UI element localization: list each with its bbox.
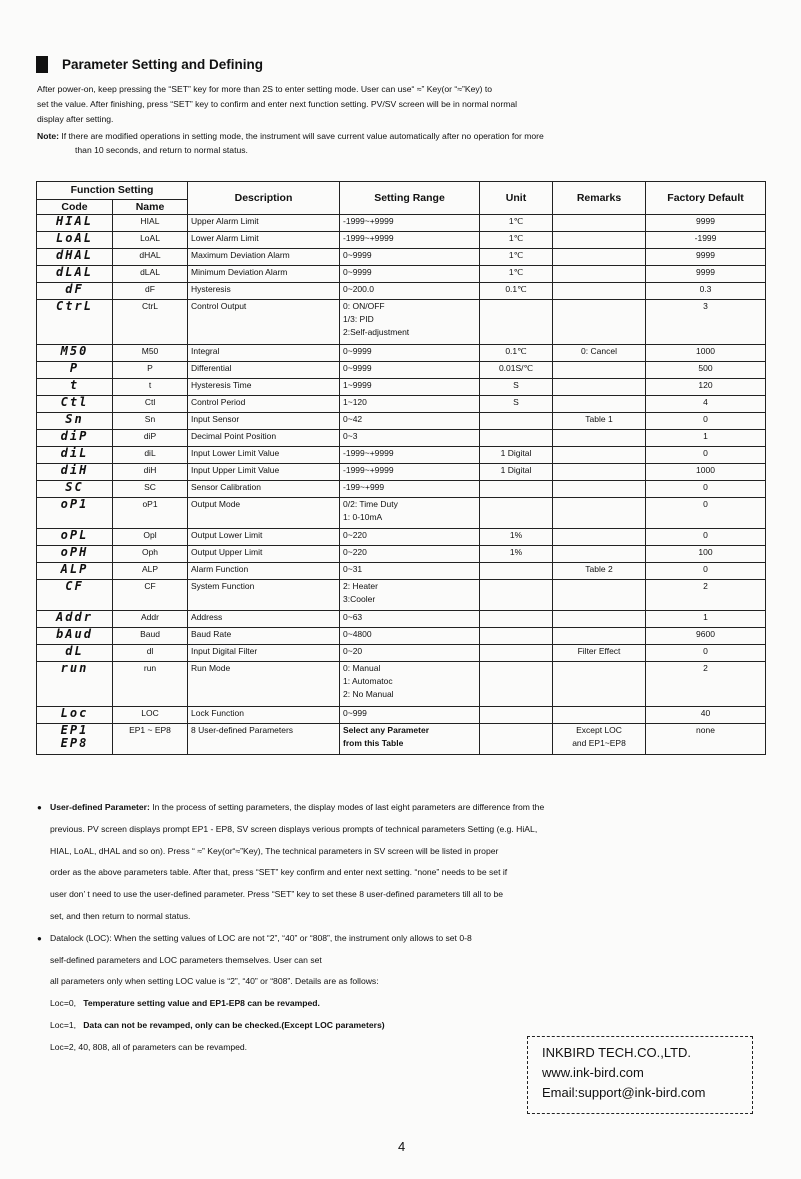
name-cell: Oph bbox=[113, 546, 188, 563]
unit-cell bbox=[480, 645, 553, 662]
code-cell: bAud bbox=[37, 628, 113, 645]
default-cell: 9600 bbox=[646, 628, 766, 645]
code-cell: dLAL bbox=[37, 266, 113, 283]
remarks-header: Remarks bbox=[553, 182, 646, 215]
name-cell: Addr bbox=[113, 611, 188, 628]
table-row bbox=[37, 345, 766, 362]
default-cell: 100 bbox=[646, 546, 766, 563]
table-row bbox=[37, 481, 766, 498]
code-cell: Loc bbox=[37, 707, 113, 724]
default-cell: 0 bbox=[646, 498, 766, 529]
table-row bbox=[37, 249, 766, 266]
remarks-cell: Filter Effect bbox=[553, 645, 646, 662]
table-row bbox=[37, 580, 766, 611]
name-cell: diP bbox=[113, 430, 188, 447]
intro-line: After power-on, keep pressing the “SET” key for more than 2S to enter setting mode. User can use“ ≈” Key(or “≈”Key) to bbox=[37, 84, 493, 94]
name-cell: Opl bbox=[113, 529, 188, 546]
name-cell: diH bbox=[113, 464, 188, 481]
range-cell-line: 1: 0-10mA bbox=[343, 512, 383, 522]
code-cell: Addr bbox=[37, 611, 113, 628]
function-setting-header: Function Setting bbox=[37, 182, 188, 200]
loc-2-line: Loc=2, 40, 808, all of parameters can be revamped. bbox=[50, 1041, 248, 1052]
remarks-cell-line: and EP1~EP8 bbox=[572, 738, 626, 748]
note-label: Note: bbox=[37, 131, 59, 141]
bullet-line: order as the above parameters table. After that, press “SET” key confirm and enter next setting. “none” needs to be set if bbox=[50, 867, 508, 878]
range-cell: 0~9999 bbox=[340, 345, 480, 362]
code-cell: oP1 bbox=[37, 498, 113, 529]
range-cell bbox=[340, 724, 480, 755]
default-cell: 0 bbox=[646, 413, 766, 430]
default-cell: 1000 bbox=[646, 345, 766, 362]
unit-header: Unit bbox=[480, 182, 553, 215]
remarks-cell bbox=[553, 430, 646, 447]
table-row bbox=[37, 628, 766, 645]
range-cell: 0~9999 bbox=[340, 249, 480, 266]
description-cell: Control Output bbox=[188, 300, 340, 345]
default-cell: 120 bbox=[646, 379, 766, 396]
unit-cell: 1% bbox=[480, 546, 553, 563]
range-cell bbox=[340, 662, 480, 707]
table-row bbox=[37, 724, 766, 755]
remarks-cell bbox=[553, 546, 646, 563]
table-row bbox=[37, 611, 766, 628]
unit-cell: 1℃ bbox=[480, 266, 553, 283]
remarks-cell bbox=[553, 362, 646, 379]
range-cell-line: 0/2: Time Duty bbox=[343, 499, 398, 509]
description-cell: System Function bbox=[188, 580, 340, 611]
table-row bbox=[37, 396, 766, 413]
remarks-cell bbox=[553, 580, 646, 611]
name-cell: dLAL bbox=[113, 266, 188, 283]
unit-cell: 1 Digital bbox=[480, 447, 553, 464]
table-row bbox=[37, 430, 766, 447]
user-defined-bullet bbox=[37, 797, 772, 928]
unit-cell: 1℃ bbox=[480, 232, 553, 249]
name-header: Name bbox=[113, 200, 188, 215]
name-cell: Sn bbox=[113, 413, 188, 430]
code-cell: oPH bbox=[37, 546, 113, 563]
remarks-cell bbox=[553, 300, 646, 345]
range-cell: -1999~+9999 bbox=[340, 447, 480, 464]
name-cell: dF bbox=[113, 283, 188, 300]
unit-cell: 0.1℃ bbox=[480, 345, 553, 362]
table-row bbox=[37, 215, 766, 232]
code-cell: diP bbox=[37, 430, 113, 447]
bullet-line: all parameters only when setting LOC value is “2”, “40” or “808”. Details are as follows: bbox=[50, 976, 379, 987]
code-cell-line: EP8 bbox=[60, 736, 89, 750]
unit-cell: 1℃ bbox=[480, 215, 553, 232]
intro-line: display after setting. bbox=[37, 114, 114, 124]
description-cell: Input Digital Filter bbox=[188, 645, 340, 662]
code-cell: diL bbox=[37, 447, 113, 464]
remarks-cell bbox=[553, 724, 646, 755]
table-row bbox=[37, 283, 766, 300]
code-cell: P bbox=[37, 362, 113, 379]
name-cell: Ctl bbox=[113, 396, 188, 413]
section-title: Parameter Setting and Defining bbox=[62, 57, 264, 72]
default-cell: 2 bbox=[646, 580, 766, 611]
page-number: 4 bbox=[398, 1139, 406, 1154]
company-name: INKBIRD TECH.CO.,LTD. bbox=[542, 1045, 692, 1060]
remarks-cell bbox=[553, 498, 646, 529]
range-cell: -1999~+9999 bbox=[340, 215, 480, 232]
code-cell: diH bbox=[37, 464, 113, 481]
description-cell: Run Mode bbox=[188, 662, 340, 707]
code-cell: t bbox=[37, 379, 113, 396]
table-row bbox=[37, 529, 766, 546]
table-row bbox=[37, 662, 766, 707]
range-cell: 0~20 bbox=[340, 645, 480, 662]
default-cell: 0 bbox=[646, 447, 766, 464]
code-cell: CF bbox=[37, 580, 113, 611]
range-cell: 0~31 bbox=[340, 563, 480, 580]
unit-cell bbox=[480, 724, 553, 755]
bullet-line: previous. PV screen displays prompt EP1 - EP8, SV screen displays verious prompts of technical parameters Setting (e.g. HiAL, bbox=[50, 823, 538, 834]
website-link[interactable]: www.ink-bird.com bbox=[542, 1065, 644, 1080]
name-cell: dl bbox=[113, 645, 188, 662]
range-cell: 0~999 bbox=[340, 707, 480, 724]
table-row bbox=[37, 464, 766, 481]
code-cell: dL bbox=[37, 645, 113, 662]
table-row bbox=[37, 546, 766, 563]
name-cell: diL bbox=[113, 447, 188, 464]
range-cell-line: Select any Parameter bbox=[343, 725, 430, 735]
code-cell: SC bbox=[37, 481, 113, 498]
description-cell: Baud Rate bbox=[188, 628, 340, 645]
default-cell: 0 bbox=[646, 645, 766, 662]
range-cell-line: 0: Manual bbox=[343, 663, 381, 673]
description-cell: Output Mode bbox=[188, 498, 340, 529]
table-row bbox=[37, 707, 766, 724]
table-row bbox=[37, 447, 766, 464]
remarks-cell: 0: Cancel bbox=[553, 345, 646, 362]
code-cell: oPL bbox=[37, 529, 113, 546]
section-heading bbox=[36, 56, 263, 73]
code-cell: Sn bbox=[37, 413, 113, 430]
name-cell: SC bbox=[113, 481, 188, 498]
default-cell: 40 bbox=[646, 707, 766, 724]
parameter-table bbox=[36, 181, 766, 755]
code-cell: M50 bbox=[37, 345, 113, 362]
remarks-cell bbox=[553, 464, 646, 481]
name-cell: HIAL bbox=[113, 215, 188, 232]
unit-cell bbox=[480, 481, 553, 498]
name-cell: dHAL bbox=[113, 249, 188, 266]
default-cell: 3 bbox=[646, 300, 766, 345]
default-cell: 500 bbox=[646, 362, 766, 379]
description-cell: Output Upper Limit bbox=[188, 546, 340, 563]
code-cell: run bbox=[37, 662, 113, 707]
range-cell: 0~42 bbox=[340, 413, 480, 430]
description-cell: Differential bbox=[188, 362, 340, 379]
description-header: Description bbox=[188, 182, 340, 215]
range-cell: 0~4800 bbox=[340, 628, 480, 645]
default-cell: 2 bbox=[646, 662, 766, 707]
range-cell: -1999~+9999 bbox=[340, 464, 480, 481]
remarks-cell bbox=[553, 628, 646, 645]
remarks-cell bbox=[553, 379, 646, 396]
description-cell: Lower Alarm Limit bbox=[188, 232, 340, 249]
code-cell: HIAL bbox=[37, 215, 113, 232]
default-cell: 0.3 bbox=[646, 283, 766, 300]
remarks-cell bbox=[553, 529, 646, 546]
unit-cell: 0.1℃ bbox=[480, 283, 553, 300]
range-cell: -1999~+9999 bbox=[340, 232, 480, 249]
description-cell: Hysteresis Time bbox=[188, 379, 340, 396]
unit-cell bbox=[480, 580, 553, 611]
name-cell: LoAL bbox=[113, 232, 188, 249]
code-cell: dF bbox=[37, 283, 113, 300]
unit-cell: 0.01S/℃ bbox=[480, 362, 553, 379]
name-cell: CF bbox=[113, 580, 188, 611]
range-cell bbox=[340, 300, 480, 345]
range-cell-line: 1/3: PID bbox=[343, 314, 374, 324]
description-cell: Control Period bbox=[188, 396, 340, 413]
name-cell: run bbox=[113, 662, 188, 707]
unit-cell bbox=[480, 628, 553, 645]
name-cell: LOC bbox=[113, 707, 188, 724]
unit-cell bbox=[480, 498, 553, 529]
range-cell: 0~3 bbox=[340, 430, 480, 447]
range-cell-line: 3:Cooler bbox=[343, 594, 376, 604]
unit-cell bbox=[480, 430, 553, 447]
table-row bbox=[37, 266, 766, 283]
range-cell-line: from this Table bbox=[343, 738, 404, 748]
range-cell: 0~220 bbox=[340, 546, 480, 563]
code-cell: LoAL bbox=[37, 232, 113, 249]
default-cell: 9999 bbox=[646, 249, 766, 266]
description-cell: Maximum Deviation Alarm bbox=[188, 249, 340, 266]
name-cell: CtrL bbox=[113, 300, 188, 345]
range-cell: 1~120 bbox=[340, 396, 480, 413]
table-row bbox=[37, 645, 766, 662]
description-cell: 8 User-defined Parameters bbox=[188, 724, 340, 755]
default-cell: 9999 bbox=[646, 266, 766, 283]
description-cell: Upper Alarm Limit bbox=[188, 215, 340, 232]
default-cell: 0 bbox=[646, 529, 766, 546]
loc-0-line: Loc=0, Temperature setting value and EP1-EP8 can be revamped. bbox=[50, 998, 320, 1009]
range-cell bbox=[340, 498, 480, 529]
remarks-cell bbox=[553, 662, 646, 707]
code-cell: Ctl bbox=[37, 396, 113, 413]
table-row bbox=[37, 379, 766, 396]
intro-line: set the value. After finishing, press “SET” key to confirm and enter next function setting. PV/SV screen will be in normal normal bbox=[37, 99, 518, 109]
table-row bbox=[37, 498, 766, 529]
remarks-cell bbox=[553, 232, 646, 249]
range-cell: 1~9999 bbox=[340, 379, 480, 396]
description-cell: Minimum Deviation Alarm bbox=[188, 266, 340, 283]
name-cell: ALP bbox=[113, 563, 188, 580]
default-cell: 4 bbox=[646, 396, 766, 413]
code-header: Code bbox=[37, 200, 113, 215]
remarks-cell bbox=[553, 266, 646, 283]
factory-default-header: Factory Default bbox=[646, 182, 766, 215]
unit-cell bbox=[480, 611, 553, 628]
bullet-line: HIAL, LoAL, dHAL and so on). Press “ ≈” Key(or“≈”Key), The technical parameters in SV screen will be listed in proper bbox=[50, 845, 499, 856]
code-cell-line: EP1 bbox=[60, 723, 89, 737]
unit-cell bbox=[480, 707, 553, 724]
setting-range-header: Setting Range bbox=[340, 182, 480, 215]
name-cell: EP1 ~ EP8 bbox=[113, 724, 188, 755]
remarks-cell bbox=[553, 283, 646, 300]
range-cell: 0~220 bbox=[340, 529, 480, 546]
table-row bbox=[37, 563, 766, 580]
table-row bbox=[37, 362, 766, 379]
remarks-cell bbox=[553, 447, 646, 464]
loc-1-line: Loc=1, Data can not be revamped, only can be checked.(Except LOC parameters) bbox=[50, 1019, 385, 1030]
range-cell: 0~9999 bbox=[340, 362, 480, 379]
bullet-line: ● User-defined Parameter: In the process of setting parameters, the display modes of last eight parameters are difference from the bbox=[50, 802, 545, 812]
remarks-cell bbox=[553, 481, 646, 498]
default-cell: 1 bbox=[646, 611, 766, 628]
remarks-cell bbox=[553, 215, 646, 232]
unit-cell: S bbox=[480, 379, 553, 396]
email-link[interactable]: Email:support@ink-bird.com bbox=[542, 1085, 706, 1100]
note-line: than 10 seconds, and return to normal status. bbox=[75, 145, 248, 155]
range-cell bbox=[340, 580, 480, 611]
notes-section bbox=[37, 797, 772, 1059]
table-row bbox=[37, 300, 766, 345]
unit-cell bbox=[480, 413, 553, 430]
bullet-line: ● Datalock (LOC): When the setting values of LOC are not “2”, “40” or “808”, the instrument only allows to set 0-8 bbox=[50, 932, 472, 943]
unit-cell bbox=[480, 662, 553, 707]
note-paragraph bbox=[37, 129, 767, 157]
unit-cell: 1℃ bbox=[480, 249, 553, 266]
table-row bbox=[37, 413, 766, 430]
unit-cell bbox=[480, 300, 553, 345]
bullet-line: self-defined parameters and LOC parameters themselves. User can set bbox=[50, 954, 322, 965]
unit-cell bbox=[480, 563, 553, 580]
remarks-cell: Table 2 bbox=[553, 563, 646, 580]
range-cell-line: 2:Self-adjustment bbox=[343, 327, 410, 337]
remarks-cell bbox=[553, 707, 646, 724]
range-cell-line: 0: ON/OFF bbox=[343, 301, 385, 311]
code-cell: ALP bbox=[37, 563, 113, 580]
table-row bbox=[37, 232, 766, 249]
heading-square-icon bbox=[36, 56, 48, 73]
range-cell: 0~63 bbox=[340, 611, 480, 628]
range-cell-line: 2: Heater bbox=[343, 581, 378, 591]
user-defined-label: User-defined Parameter: bbox=[50, 802, 150, 812]
default-cell: 9999 bbox=[646, 215, 766, 232]
bullet-line: user don’ t need to use the user-defined parameter. Press “SET” key to set these 8 user-defined parameters till all to be bbox=[50, 889, 504, 900]
remarks-cell: Table 1 bbox=[553, 413, 646, 430]
default-cell: none bbox=[646, 724, 766, 755]
remarks-cell-line: Except LOC bbox=[576, 725, 622, 735]
remarks-cell bbox=[553, 611, 646, 628]
description-cell: Lock Function bbox=[188, 707, 340, 724]
description-cell: Input Lower Limit Value bbox=[188, 447, 340, 464]
name-cell: P bbox=[113, 362, 188, 379]
default-cell: 0 bbox=[646, 481, 766, 498]
name-cell: t bbox=[113, 379, 188, 396]
range-cell: 0~200.0 bbox=[340, 283, 480, 300]
description-cell: Hysteresis bbox=[188, 283, 340, 300]
description-cell: Sensor Calibration bbox=[188, 481, 340, 498]
code-cell bbox=[37, 724, 113, 755]
description-cell: Address bbox=[188, 611, 340, 628]
name-cell: Baud bbox=[113, 628, 188, 645]
name-cell: M50 bbox=[113, 345, 188, 362]
description-cell: Integral bbox=[188, 345, 340, 362]
name-cell: oP1 bbox=[113, 498, 188, 529]
note-line: If there are modified operations in setting mode, the instrument will save current value automatically after no operation for more bbox=[61, 131, 544, 141]
description-cell: Alarm Function bbox=[188, 563, 340, 580]
remarks-cell bbox=[553, 249, 646, 266]
range-cell-line: 1: Automatoc bbox=[343, 676, 393, 686]
range-cell: 0~9999 bbox=[340, 266, 480, 283]
description-cell: Output Lower Limit bbox=[188, 529, 340, 546]
default-cell: 1000 bbox=[646, 464, 766, 481]
range-cell: -199~+999 bbox=[340, 481, 480, 498]
unit-cell: 1% bbox=[480, 529, 553, 546]
contact-box bbox=[527, 1036, 753, 1114]
default-cell: 0 bbox=[646, 563, 766, 580]
unit-cell: S bbox=[480, 396, 553, 413]
description-cell: Input Upper Limit Value bbox=[188, 464, 340, 481]
bullet-line: set, and then return to normal status. bbox=[50, 910, 191, 921]
default-cell: -1999 bbox=[646, 232, 766, 249]
code-cell: dHAL bbox=[37, 249, 113, 266]
remarks-cell bbox=[553, 396, 646, 413]
code-cell: CtrL bbox=[37, 300, 113, 345]
description-cell: Input Sensor bbox=[188, 413, 340, 430]
unit-cell: 1 Digital bbox=[480, 464, 553, 481]
description-cell: Decimal Point Position bbox=[188, 430, 340, 447]
intro-paragraph bbox=[37, 82, 767, 127]
range-cell-line: 2: No Manual bbox=[343, 689, 394, 699]
default-cell: 1 bbox=[646, 430, 766, 447]
